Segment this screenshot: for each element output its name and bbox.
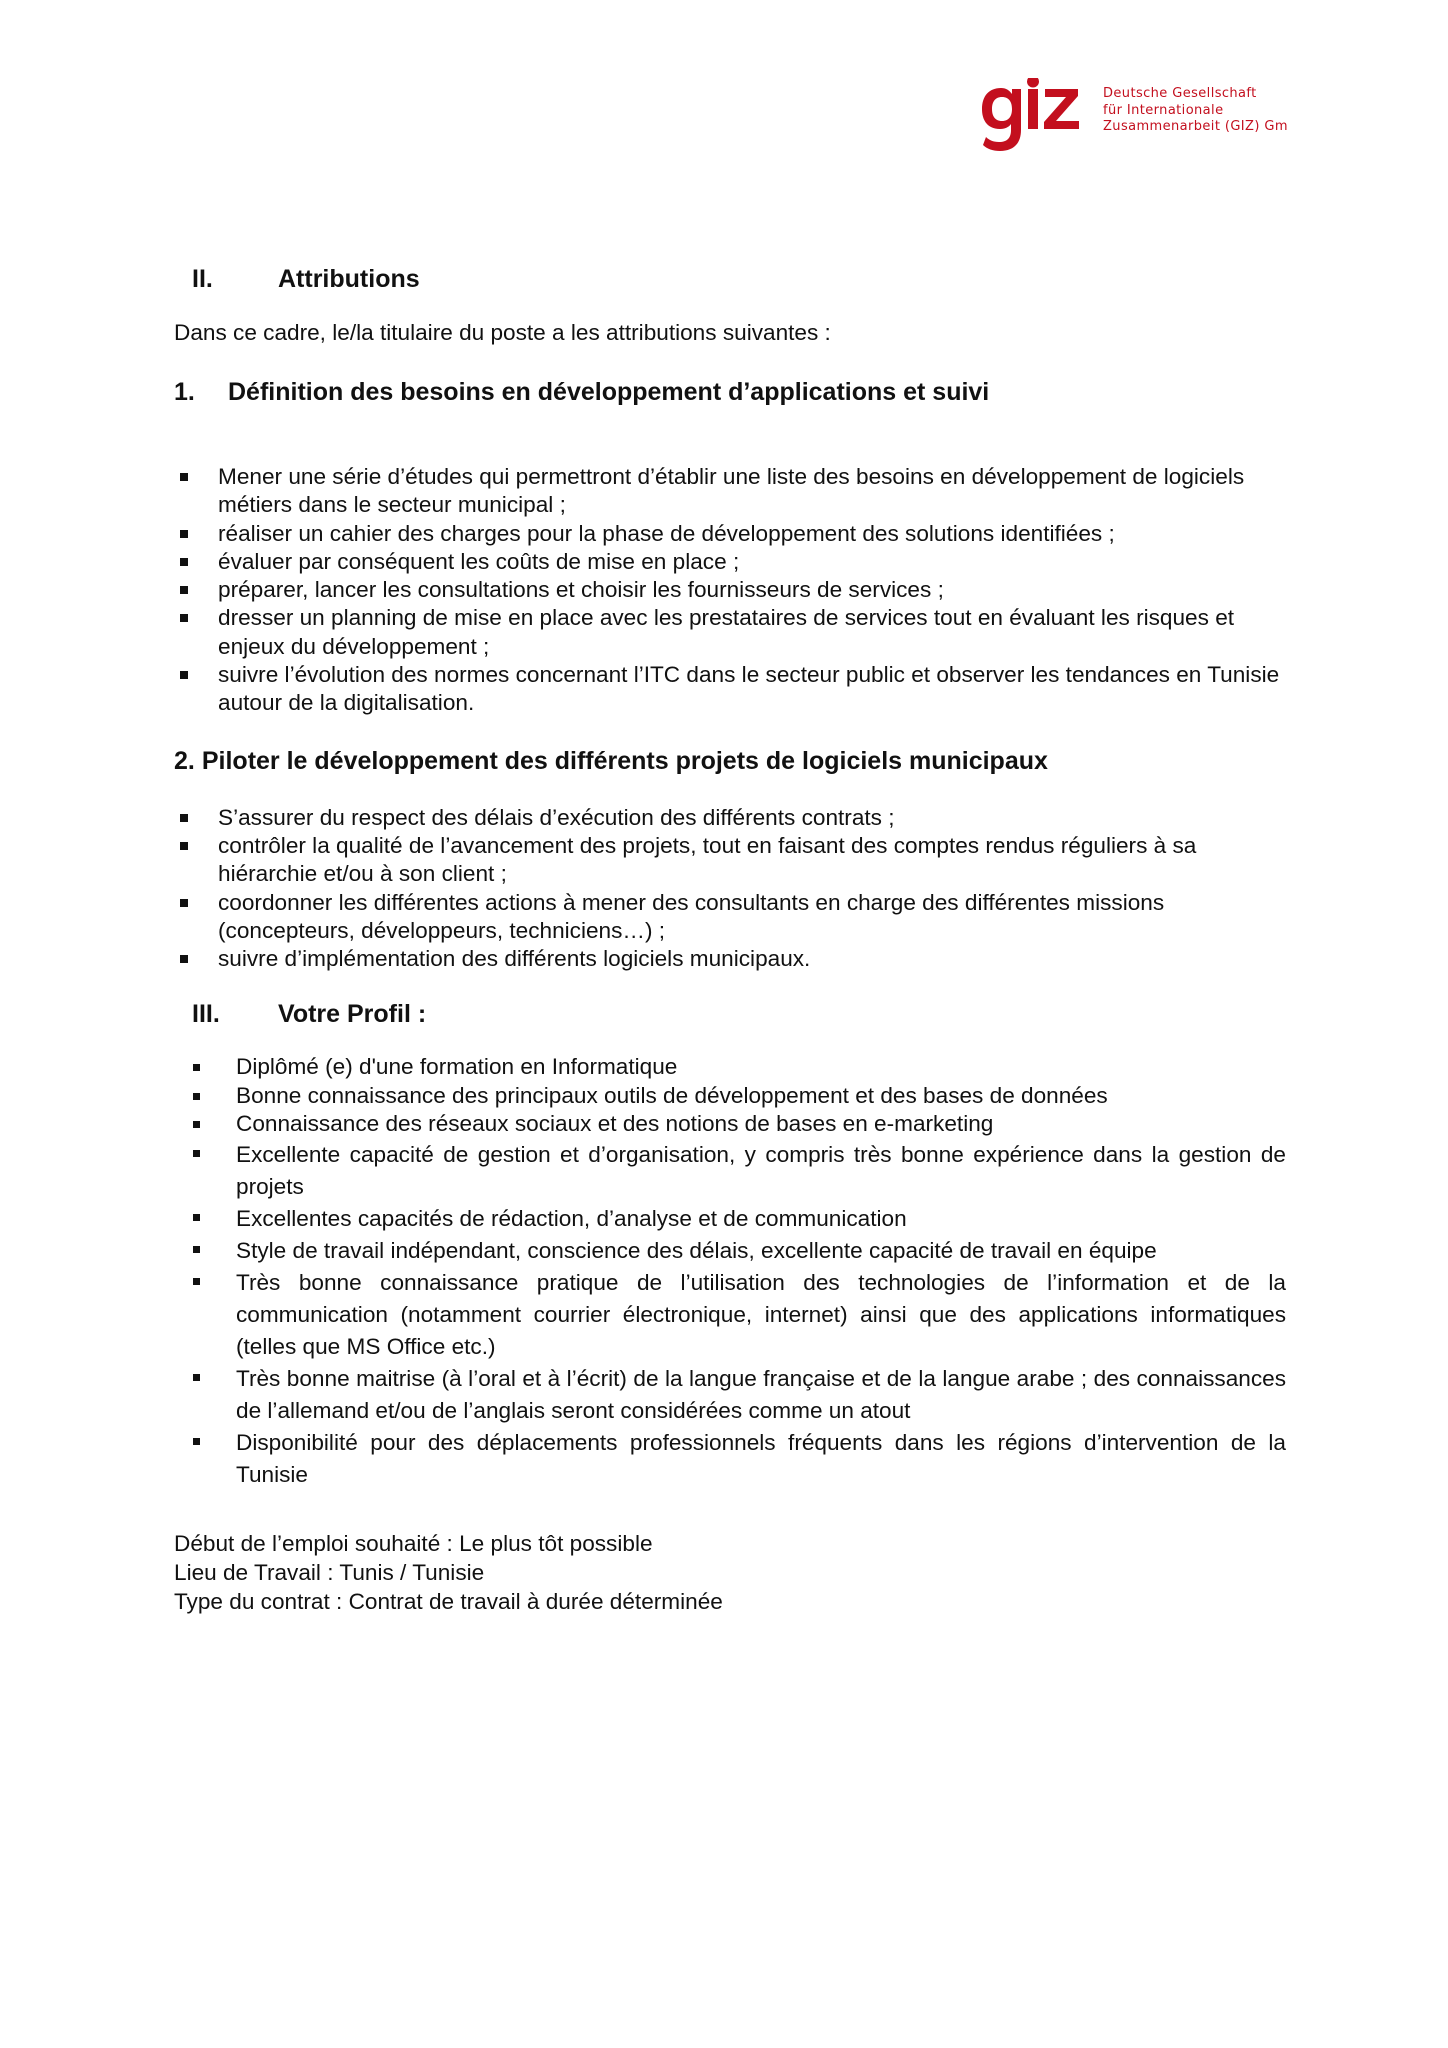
section-number: III. <box>192 1000 220 1029</box>
list-item: Disponibilité pour des déplacements professionnels fréquents dans les régions d’intervention de la Tunisie <box>174 1427 1286 1491</box>
list-item: Très bonne connaissance pratique de l’utilisation des technologies de l’information et de la communication (notamment courrier électronique, internet) ainsi que des applications informatiques (telles que MS Office etc.) <box>174 1267 1286 1363</box>
logo-line-3: Zusammenarbeit (GIZ) Gm <box>1103 119 1288 134</box>
subsection-2-list <box>174 804 1286 974</box>
list-item: Excellente capacité de gestion et d’organisation, y compris très bonne expérience dans la gestion de projets <box>174 1139 1286 1203</box>
list-item: Excellentes capacités de rédaction, d’analyse et de communication <box>174 1203 1286 1235</box>
section-title: Attributions <box>278 265 420 293</box>
logo-line-2: für Internationale <box>1103 102 1224 118</box>
list-item: contrôler la qualité de l’avancement des projets, tout en faisant des comptes rendus réguliers à sa hiérarchie et/ou à son client ; <box>174 832 1286 889</box>
list-item: suivre d’implémentation des différents logiciels municipaux. <box>174 945 1286 973</box>
start-date: Début de l’emploi souhaité : Le plus tôt possible <box>174 1530 653 1556</box>
giz-logo-text <box>1103 86 1288 136</box>
job-details <box>174 1529 1286 1616</box>
list-item: suivre l’évolution des normes concernant l’ITC dans le secteur public et observer les tendances en Tunisie autour de la digitalisation. <box>174 661 1286 718</box>
list-item: Mener une série d’études qui permettront d’établir une liste des besoins en développement de logiciels métiers dans le secteur municipal ; <box>174 463 1286 520</box>
subsection-number: 1. <box>174 378 195 406</box>
list-item: préparer, lancer les consultations et choisir les fournisseurs de services ; <box>174 576 1286 604</box>
list-item: Très bonne maitrise (à l’oral et à l’écrit) de la langue française et de la langue arabe ; des connaissances de l’allemand et/ou de l’anglais seront considérées comme un atout <box>174 1363 1286 1427</box>
list-item: Bonne connaissance des principaux outils de développement et des bases de données <box>174 1082 1286 1111</box>
contract-type: Type du contrat : Contrat de travail à durée déterminée <box>174 1588 723 1614</box>
section-profile-heading <box>192 999 1286 1029</box>
subsection-title: Piloter le développement des différents projets de logiciels municipaux <box>201 746 1048 775</box>
logo-line-1: Deutsche Gesellschaft <box>1103 86 1257 101</box>
list-item: Connaissance des réseaux sociaux et des notions de bases en e-marketing <box>174 1110 1286 1139</box>
list-item: Style de travail indépendant, conscience des délais, excellente capacité de travail en équipe <box>174 1235 1286 1267</box>
profile-list <box>174 1053 1286 1491</box>
list-item: réaliser un cahier des charges pour la phase de développement des solutions identifiées ; <box>174 520 1286 548</box>
list-item: S’assurer du respect des délais d’exécution des différents contrats ; <box>174 804 1286 832</box>
list-item: évaluer par conséquent les coûts de mise en place ; <box>174 548 1286 576</box>
giz-logo-mark <box>980 78 1090 158</box>
giz-logo <box>980 78 1300 168</box>
section-attributions-heading <box>192 264 1286 294</box>
document-body <box>174 264 1286 1616</box>
list-item: Diplômé (e) d'une formation en Informatique <box>174 1053 1286 1082</box>
section-title: Votre Profil : <box>278 1000 427 1029</box>
subsection-title: Définition des besoins en développement d’applications et suivi <box>228 378 990 406</box>
list-item: coordonner les différentes actions à mener des consultants en charge des différentes missions (concepteurs, développeurs, techniciens…) ; <box>174 889 1286 946</box>
attributions-intro: Dans ce cadre, le/la titulaire du poste a les attributions suivantes : <box>174 320 831 345</box>
subsection-1-list <box>174 463 1286 718</box>
section-number: II. <box>192 265 213 293</box>
list-item: dresser un planning de mise en place avec les prestataires de services tout en évaluant les risques et enjeux du développement ; <box>174 604 1286 661</box>
work-location: Lieu de Travail : Tunis / Tunisie <box>174 1559 485 1585</box>
subsection-2-heading <box>174 746 1286 776</box>
subsection-number: 2. <box>174 746 195 775</box>
subsection-1-heading <box>174 377 1286 407</box>
